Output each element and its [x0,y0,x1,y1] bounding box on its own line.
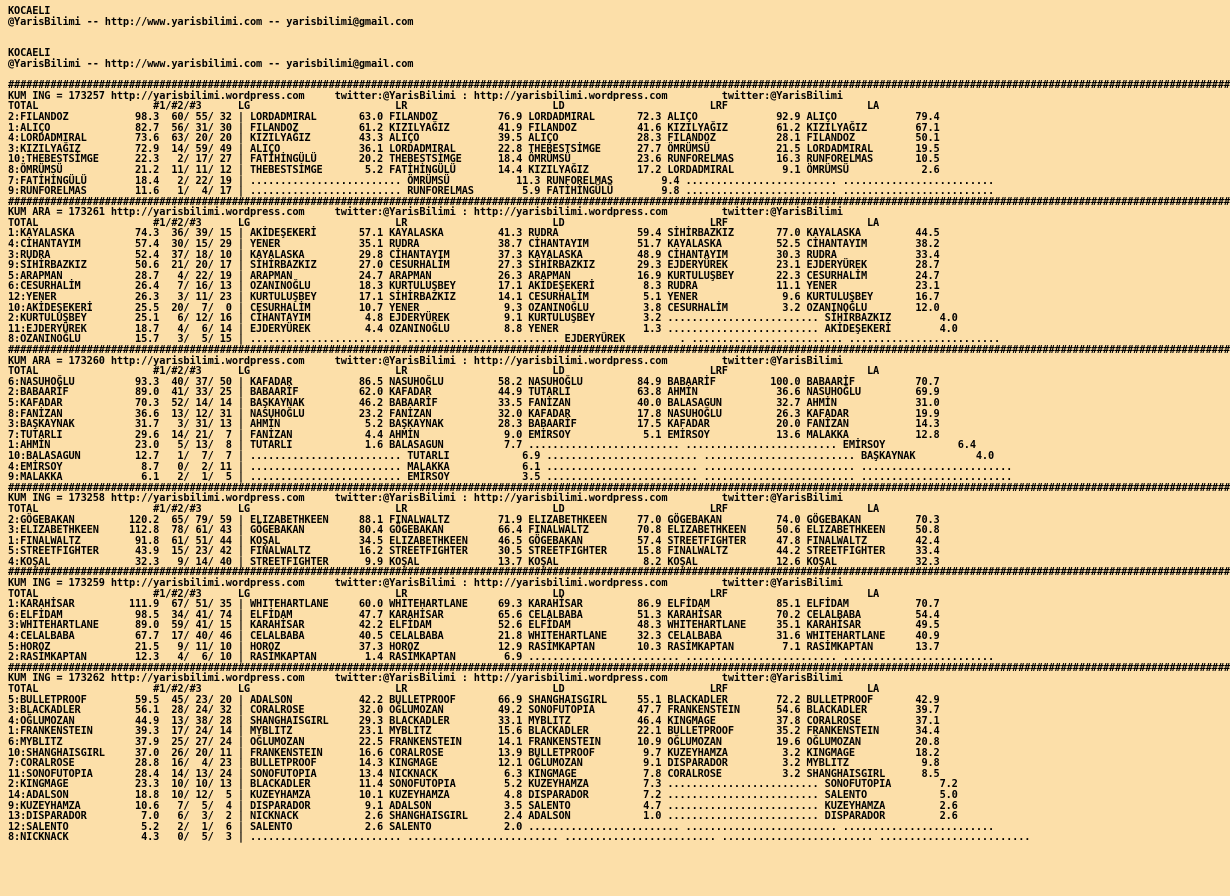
horse-row: 2:KURTULUŞBEY 25.1 6/ 12/ 16 | CİHANTAYIM 4.8 EJDERYÜREK 9.1 KURTULUŞBEY 3.2 ......................... SİHİRBAZKIZ 4.0 [8,312,958,325]
race-report-body [8,79,1230,844]
race-header: KUM ING = 173257 http://yarisbilimi.wordpress.com twitter:@YarisBilimi : http://yarisbilimi.wordpress.com twitter:@YarisBilimi [8,89,843,102]
column-header: TOTAL #1/#2/#3 LG LR LD LRF LA [8,216,880,229]
horse-row: 8:OZANINOĞLU 15.7 3/ 5/ 15 | ......................... ......................... EJDERYÜREK . ......................... ......................... [8,333,1001,346]
section-divider: ########################################################################################################################################################################################################## [8,481,1230,494]
horse-row: 7:FATİHİNGÜLÜ 18.4 2/ 22/ 19 | ......................... ÖMRÜMSÜ 11.3 RUNFORELMAS 9.4 ......................... ......................... [8,174,995,187]
horse-row: 7:CORALROSE 28.8 16/ 4/ 23 | BULLETPROOF 14.3 KINGMAGE 12.1 OĞLUMOZAN 9.1 DISPARADOR 3.2 MYBLITZ 9.8 [8,757,940,770]
horse-row: 5:BULLETPROOF 59.5 45/ 23/ 20 | ADALSON 42.2 BULLETPROOF 66.9 SHANGHAISGIRL 55.1 BLACKADLER 72.2 BULLETPROOF 42.9 [8,693,940,706]
section-divider: ########################################################################################################################################################################################################## [8,566,1230,579]
horse-row: 4:KOŞAL 32.3 9/ 14/ 40 | STREETFIGHTER 9.9 KOŞAL 13.7 KOŞAL 8.2 KOŞAL 12.6 KOŞAL 32.3 [8,555,940,568]
horse-row: 7:TUTARLI 29.6 14/ 21/ 7 | FANİZAN 4.4 AHMİN 9.0 EMİRSOY 5.1 EMİRSOY 13.6 MALAKKA 12.8 [8,428,940,441]
race-header: KUM ING = 173262 http://yarisbilimi.wordpress.com twitter:@YarisBilimi : http://yarisbilimi.wordpress.com twitter:@YarisBilimi [8,672,843,685]
horse-row: 1:ALIÇO 82.7 56/ 31/ 30 | FILANDOZ 61.2 KIZILYAĞIZ 41.9 FILANDOZ 41.6 KIZILYAĞIZ 61.2 KIZILYAĞIZ 67.1 [8,121,940,134]
horse-row: 12:SALENTO 5.2 2/ 1/ 6 | SALENTO 2.6 SALENTO 2.0 ......................... ......................... ......................... [8,820,995,833]
section-divider: ########################################################################################################################################################################################################## [8,195,1230,208]
horse-row: 9:KUZEYHAMZA 10.6 7/ 5/ 4 | DISPARADOR 9.1 ADALSON 3.5 SALENTO 4.7 ......................... KUZEYHAMZA 2.6 [8,799,958,812]
horse-row: 5:KAFADAR 70.3 52/ 14/ 14 | BAŞKAYNAK 46.2 BABAARİF 33.5 FANİZAN 40.0 BALASAGUN 32.7 AHMİN 31.0 [8,396,940,409]
horse-row: 11:EJDERYÜREK 18.7 4/ 6/ 14 | EJDERYÜREK 4.4 OZANINOĞLU 8.8 YENER 1.3 ......................... AKİDEŞEKERİ 4.0 [8,322,958,335]
horse-row: 5:HOROZ 21.5 9/ 11/ 10 | HOROZ 37.3 HOROZ 12.9 RASİMKAPTAN 10.3 RASİMKAPTAN 7.1 RASİMKAPTAN 13.7 [8,640,940,653]
horse-row: 2:RASİMKAPTAN 12.3 4/ 6/ 10 | RASİMKAPTAN 1.4 RASİMKAPTAN 6.9 ......................... ......................... ......................... [8,651,995,664]
horse-row: 1:AHMİN 23.0 5/ 13/ 8 | TUTARLI 1.6 BALASAGUN 7.7 ......................... ......................... EMİRSOY 6.4 [8,439,976,452]
spacer [8,27,1073,48]
horse-row: 1:FINALWALTZ 91.8 61/ 51/ 44 | KOŞAL 34.5 ELIZABETHKEEN 46.5 GÖGEBAKAN 57.4 STREETFIGHTER 47.8 FINALWALTZ 42.4 [8,534,940,547]
horse-row: 3:RUDRA 52.4 37/ 18/ 10 | KAYALASKA 29.8 CİHANTAYIM 37.3 KAYALASKA 48.9 CİHANTAYIM 30.3 RUDRA 33.4 [8,248,940,261]
credit-line: @YarisBilimi -- http://www.yarisbilimi.com -- yarisbilimi@gmail.com [8,15,414,28]
horse-row: 6:NASUHOĞLU 93.3 40/ 37/ 50 | KAFADAR 86.5 NASUHOĞLU 58.2 NASUHOĞLU 84.9 BABAARİF 100.0 BABAARİF 70.7 [8,375,940,388]
section-divider: ########################################################################################################################################################################################################## [8,344,1230,356]
race-header: KUM ING = 173258 http://yarisbilimi.wordpress.com twitter:@YarisBilimi : http://yarisbilimi.wordpress.com twitter:@YarisBilimi [8,492,843,505]
credit-line-repeat: @YarisBilimi -- http://www.yarisbilimi.com -- yarisbilimi@gmail.com [8,57,414,70]
horse-row: 2:FILANDOZ 98.3 60/ 55/ 32 | LORDADMIRAL 63.0 FILANDOZ 76.9 LORDADMIRAL 72.3 ALIÇO 92.9 ALIÇO 79.4 [8,110,940,123]
horse-row: 9:MALAKKA 6.1 2/ 1/ 5 | ......................... EMİRSOY 3.5 ......................... ......................... ......................... [8,471,1013,484]
column-header: TOTAL #1/#2/#3 LG LR LD LRF LA [8,683,880,695]
horse-row: 10:AKİDEŞEKERİ 25.5 20/ 7/ 0 | CESURHALİM 10.7 YENER 9.3 OZANINOĞLU 3.8 CESURHALİM 3.2 OZANINOĞLU 12.0 [8,301,940,314]
horse-row: 5:STREETFIGHTER 43.9 15/ 23/ 42 | FINALWALTZ 16.2 STREETFIGHTER 30.5 STREETFIGHTER 15.8 FINALWALTZ 44.2 STREETFIGHTER 33.4 [8,545,940,558]
horse-row: 8:ÖMRÜMSÜ 21.2 11/ 11/ 12 | THEBESTSİMGE 5.2 FATİHİNGÜLÜ 14.4 KIZILYAĞIZ 17.2 LORDADMIRAL 9.1 ÖMRÜMSÜ 2.6 [8,163,940,176]
horse-row: 11:SONOFUTOPIA 28.4 14/ 13/ 24 | SONOFUTOPIA 13.4 NICKNACK 6.3 KINGMAGE 7.8 CORALROSE 3.2 SHANGHAISGIRL 8.5 [8,767,940,780]
horse-row: 9:SİHİRBAZKIZ 50.6 21/ 20/ 17 | SİHİRBAZKIZ 27.0 CESURHALİM 27.3 SİHİRBAZKIZ 29.3 EJDERYÜREK 23.1 EJDERYÜREK 28.7 [8,259,940,272]
horse-row: 2:KINGMAGE 23.3 10/ 10/ 13 | BLACKADLER 11.4 SONOFUTOPIA 5.2 KUZEYHAMZA 7.3 ......................... SONOFUTOPIA 7.2 [8,778,958,791]
race-header: KUM ARA = 173260 http://yarisbilimi.wordpress.com twitter:@YarisBilimi : http://yarisbilimi.wordpress.com twitter:@YarisBilimi [8,354,843,367]
horse-row: 9:RUNFORELMAS 11.6 1/ 4/ 17 | ......................... RUNFORELMAS 5.9 FATİHİNGÜLÜ 9.8 ......................... ......................... [8,185,995,198]
horse-row: 6:CESURHALİM 26.4 7/ 16/ 13 | OZANINOĞLU 18.3 KURTULUŞBEY 17.1 AKİDEŞEKERİ 8.3 RUDRA 11.1 YENER 23.1 [8,280,940,293]
horse-row: 4:LORDADMIRAL 73.6 63/ 20/ 20 | KIZILYAĞIZ 43.3 ALIÇO 39.5 ALIÇO 28.3 FILANDOZ 28.1 FILANDOZ 50.1 [8,132,940,145]
column-header: TOTAL #1/#2/#3 LG LR LD LRF LA [8,100,880,113]
city-heading-repeat: KOCAELI [8,47,51,60]
city-heading: KOCAELI [8,5,51,17]
horse-row: 3:ELIZABETHKEEN 112.8 78/ 61/ 43 | GÖGEBAKAN 80.4 GÖGEBAKAN 66.4 FINALWALTZ 70.8 ELIZABETHKEEN 50.6 ELIZABETHKEEN 50.8 [8,524,940,537]
column-header: TOTAL #1/#2/#3 LG LR LD LRF LA [8,587,880,600]
horse-row: 6:ELFİDAM 98.5 34/ 41/ 74 | ELFİDAM 47.7 KARAHİSAR 65.6 CELALBABA 51.3 KARAHİSAR 70.2 CELALBABA 54.4 [8,608,940,621]
horse-row: 4:OĞLUMOZAN 44.9 13/ 38/ 28 | SHANGHAISGIRL 29.3 BLACKADLER 33.1 MYBLITZ 46.4 KINGMAGE 37.8 CORALROSE 37.1 [8,714,940,727]
horse-row: 3:WHITEHARTLANE 89.0 59/ 41/ 15 | KARAHİSAR 42.2 ELFİDAM 52.6 ELFİDAM 48.3 WHITEHARTLANE 35.1 KARAHİSAR 49.5 [8,619,940,632]
horse-row: 10:THEBESTSİMGE 22.3 2/ 17/ 27 | FATİHİNGÜLÜ 20.2 THEBESTSİMGE 18.4 ÖMRÜMSÜ 23.6 RUNFORELMAS 16.3 RUNFORELMAS 10.5 [8,153,940,166]
race-header: KUM ING = 173259 http://yarisbilimi.wordpress.com twitter:@YarisBilimi : http://yarisbilimi.wordpress.com twitter:@YarisBilimi [8,577,843,590]
horse-row: 13:DISPARADOR 7.0 6/ 3/ 2 | NICKNACK 2.6 SHANGHAISGIRL 2.4 ADALSON 1.0 ......................... DISPARADOR 2.6 [8,810,958,823]
column-header: TOTAL #1/#2/#3 LG LR LD LRF LA [8,365,880,378]
horse-row: 10:BALASAGUN 12.7 1/ 7/ 7 | ......................... TUTARLI 6.9 ......................... ......................... BAŞKAYNAK 4.0 [8,449,995,462]
horse-row: 12:YENER 26.3 3/ 11/ 23 | KURTULUŞBEY 17.1 SİHİRBAZKIZ 14.1 CESURHALİM 5.1 YENER 9.6 KURTULUŞBEY 16.7 [8,291,940,304]
horse-row: 5:ARAPMAN 28.7 4/ 22/ 19 | ARAPMAN 24.7 ARAPMAN 26.3 ARAPMAN 16.9 KURTULUŞBEY 22.3 CESURHALİM 24.7 [8,269,940,282]
horse-row: 3:BAŞKAYNAK 31.7 3/ 31/ 13 | AHMİN 5.2 BAŞKAYNAK 28.3 BABAARİF 17.5 KAFADAR 20.0 FANİZAN 14.3 [8,418,940,431]
section-divider: ########################################################################################################################################################################################################## [8,661,1230,674]
horse-row: 8:NICKNACK 4.3 0/ 5/ 3 | ......................... ......................... ......................... ......................... ......................... [8,831,1031,844]
horse-row: 14:ADALSON 18.8 10/ 12/ 5 | KUZEYHAMZA 10.1 KUZEYHAMZA 4.8 DISPARADOR 7.2 ......................... SALENTO 5.0 [8,788,958,801]
horse-row: 1:KARAHİSAR 111.9 67/ 51/ 35 | WHITEHARTLANE 60.0 WHITEHARTLANE 69.3 KARAHİSAR 86.9 ELFİDAM 85.1 ELFİDAM 70.7 [8,598,940,611]
horse-row: 3:BLACKADLER 56.1 28/ 24/ 32 | CORALROSE 32.0 OĞLUMOZAN 49.2 SONOFUTOPIA 47.7 FRANKENSTEIN 54.6 BLACKADLER 39.7 [8,704,940,717]
horse-row: 4:EMİRSOY 8.7 0/ 2/ 11 | ......................... MALAKKA 6.1 ......................... ......................... ......................... [8,460,1013,473]
horse-row: 8:FANİZAN 36.6 13/ 12/ 31 | NASUHOĞLU 23.2 FANİZAN 32.0 KAFADAR 17.8 NASUHOĞLU 26.3 KAFADAR 19.9 [8,407,940,420]
horse-row: 6:MYBLITZ 37.9 25/ 27/ 24 | OĞLUMOZAN 22.5 FRANKENSTEIN 14.1 FRANKENSTEIN 10.9 OĞLUMOZAN 19.6 OĞLUMOZAN 20.8 [8,735,940,748]
horse-row: 1:KAYALASKA 74.3 36/ 39/ 15 | AKİDEŞEKERİ 57.1 KAYALASKA 41.3 RUDRA 59.4 SİHİRBAZKIZ 77.0 KAYALASKA 44.5 [8,227,940,240]
horse-row: 1:FRANKENSTEIN 39.3 17/ 24/ 14 | MYBLITZ 23.1 MYBLITZ 15.6 BLACKADLER 22.1 BULLETPROOF 35.2 FRANKENSTEIN 34.4 [8,725,940,738]
section-divider: ########################################################################################################################################################################################################## [8,79,1230,92]
horse-row: 3:KIZILYAĞIZ 72.9 14/ 59/ 49 | ALIÇO 36.1 LORDADMIRAL 22.8 THEBESTSİMGE 27.7 ÖMRÜMSÜ 21.5 LORDADMIRAL 19.5 [8,142,940,155]
horse-row: 10:SHANGHAISGIRL 37.0 26/ 20/ 11 | FRANKENSTEIN 16.6 CORALROSE 13.9 BULLETPROOF 9.7 KUZEYHAMZA 3.2 KINGMAGE 18.2 [8,746,940,759]
race-header: KUM ARA = 173261 http://yarisbilimi.wordpress.com twitter:@YarisBilimi : http://yarisbilimi.wordpress.com twitter:@YarisBilimi [8,206,843,219]
horse-row: 4:CİHANTAYIM 57.4 30/ 15/ 29 | YENER 35.1 RUDRA 38.7 CİHANTAYIM 51.7 KAYALASKA 52.5 CİHANTAYIM 38.2 [8,238,940,251]
horse-row: 4:CELALBABA 67.7 17/ 40/ 46 | CELALBABA 40.5 CELALBABA 21.8 WHITEHARTLANE 32.3 CELALBABA 31.6 WHITEHARTLANE 40.9 [8,630,940,643]
column-header: TOTAL #1/#2/#3 LG LR LD LRF LA [8,502,880,515]
horse-row: 2:GÖGEBAKAN 120.2 65/ 79/ 59 | ELIZABETHKEEN 88.1 FINALWALTZ 71.9 ELIZABETHKEEN 77.0 GÖGEBAKAN 74.0 GÖGEBAKAN 70.3 [8,513,940,526]
horse-row: 2:BABAARİF 89.0 41/ 33/ 25 | BABAARİF 62.0 KAFADAR 44.9 TUTARLI 63.8 AHMİN 36.6 NASUHOĞLU 69.9 [8,386,940,399]
